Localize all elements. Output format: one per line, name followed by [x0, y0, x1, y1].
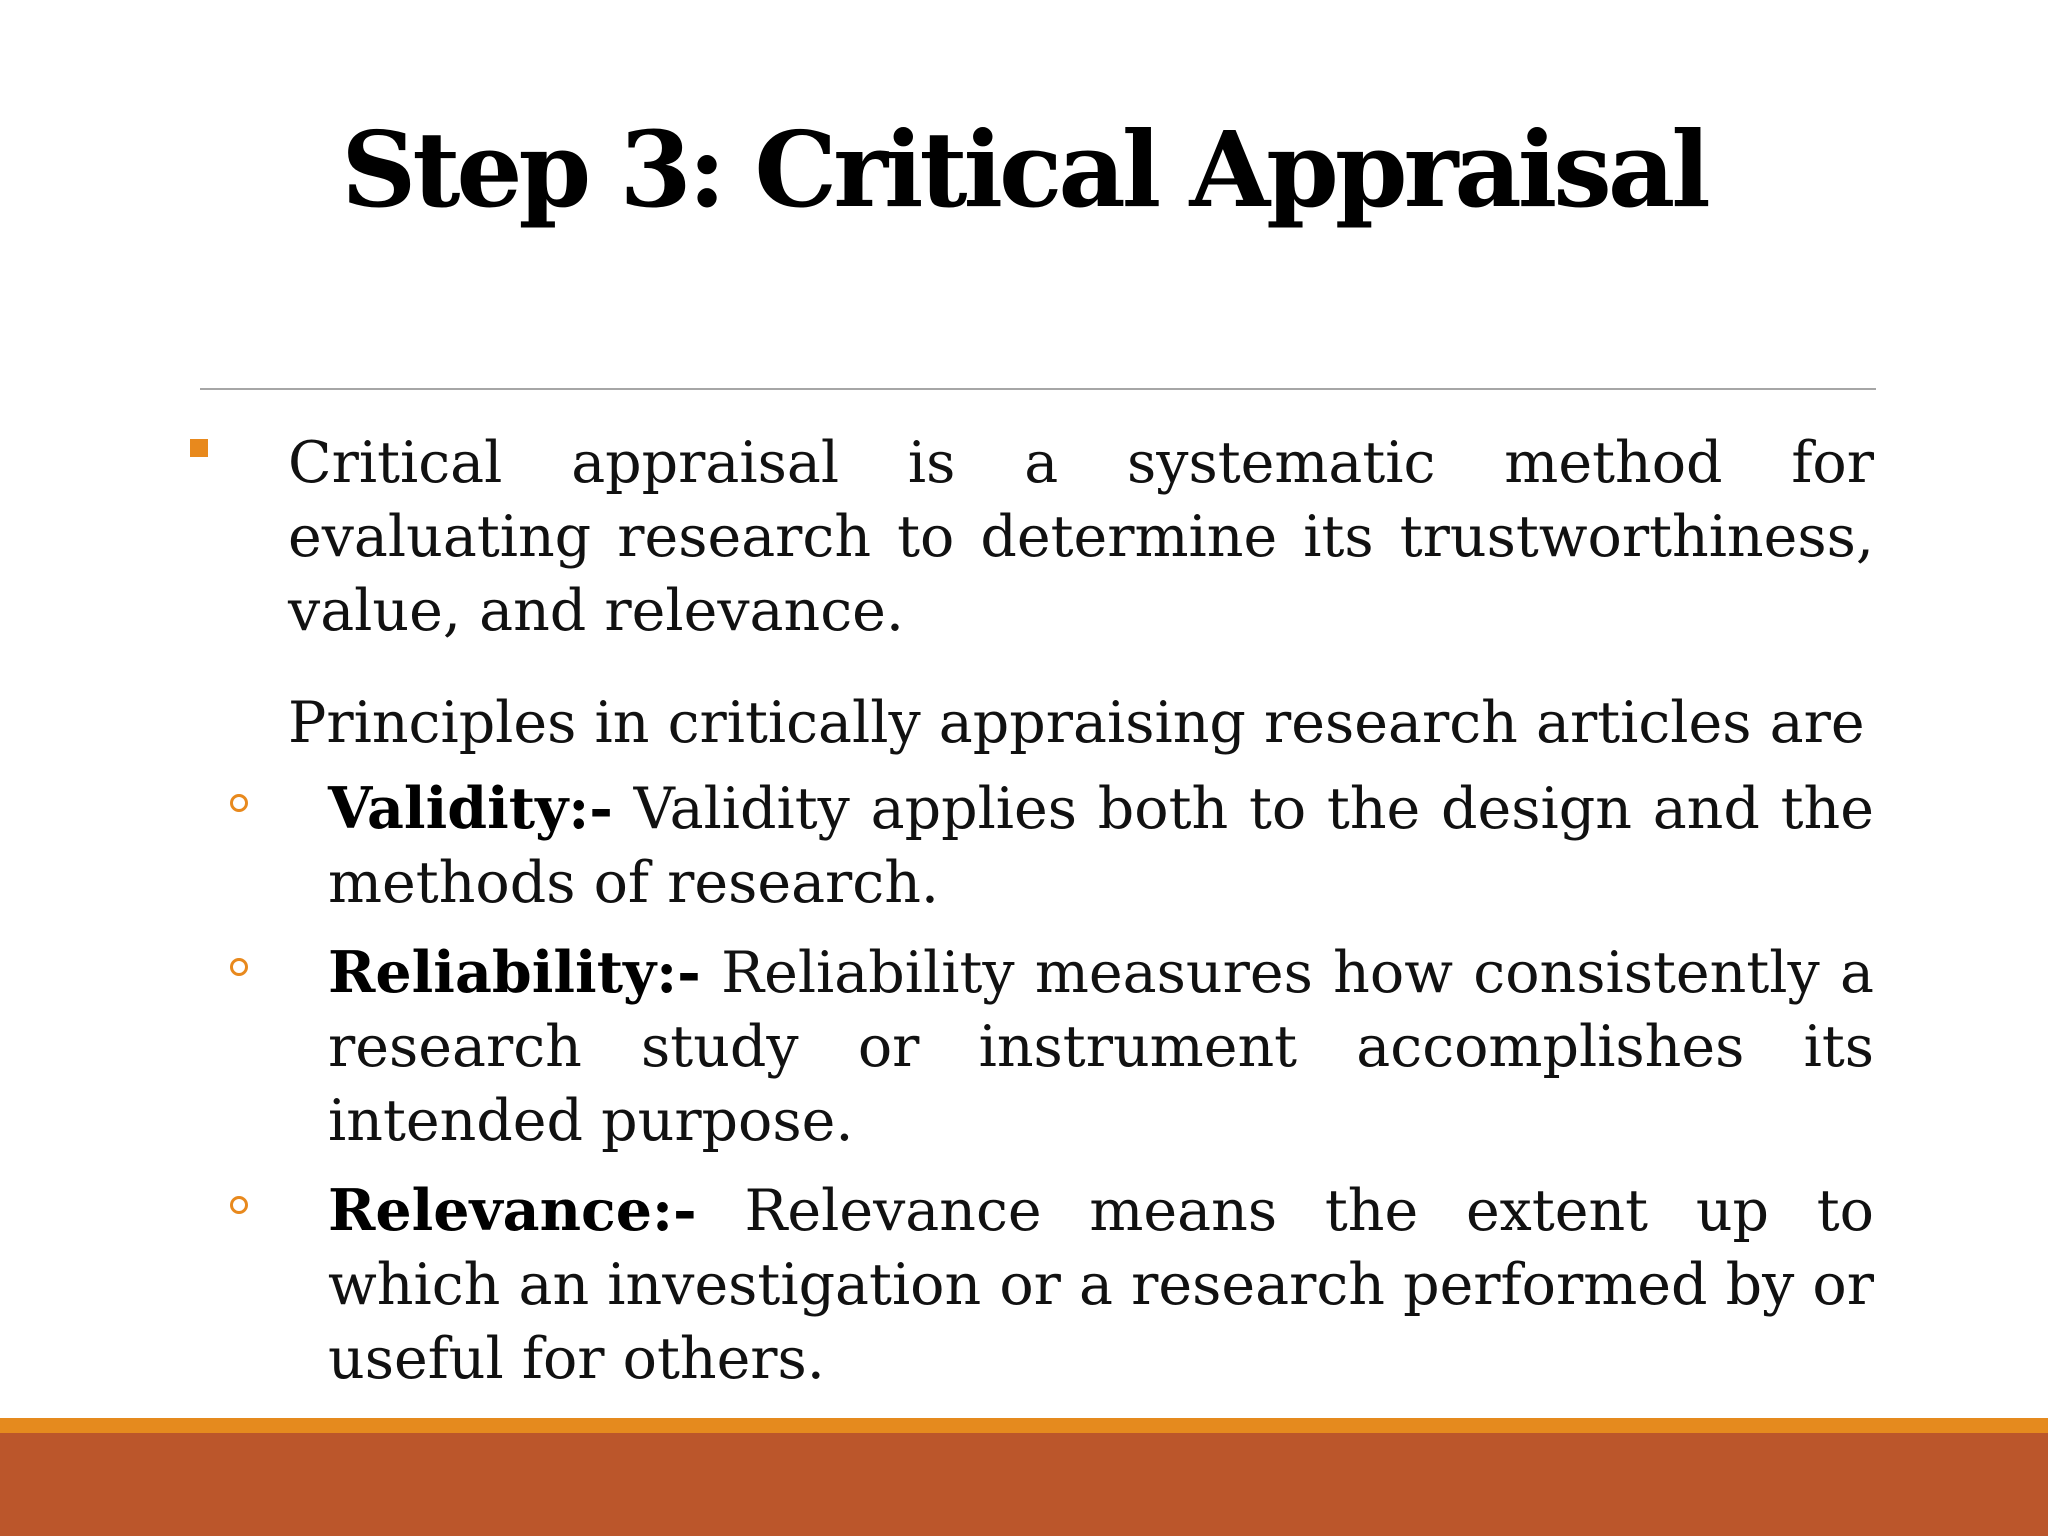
principle-item-reliability [328, 936, 1874, 1158]
principle-term: Relevance:- [328, 1177, 697, 1244]
intro-paragraph: Critical appraisal is a systematic method for evaluating research to determine its trustworthiness, value, and relevance. [288, 430, 1874, 644]
footer-band [0, 1433, 2048, 1536]
principle-item-relevance [328, 1174, 1874, 1396]
principle-term: Validity:- [328, 775, 613, 842]
principle-text: Validity applies both to the design and the methods of research. [328, 776, 1874, 916]
ring-bullet-icon [230, 794, 248, 812]
principle-text: Reliability measures how consistently a research study or instrument accomplishes its intended purpose. [328, 940, 1874, 1154]
principles-heading: Principles in critically appraising research articles are [288, 690, 1865, 756]
ring-bullet-icon [230, 958, 248, 976]
footer-accent-line [0, 1418, 2048, 1433]
slide-title: Step 3: Critical Appraisal [341, 108, 1707, 231]
square-bullet-icon [190, 439, 208, 457]
principle-term: Reliability:- [328, 939, 701, 1006]
principle-item-validity [328, 772, 1874, 920]
principle-text: Relevance means the extent up to which an investigation or a research performed by or useful for others. [328, 1178, 1874, 1392]
ring-bullet-icon [230, 1196, 248, 1214]
